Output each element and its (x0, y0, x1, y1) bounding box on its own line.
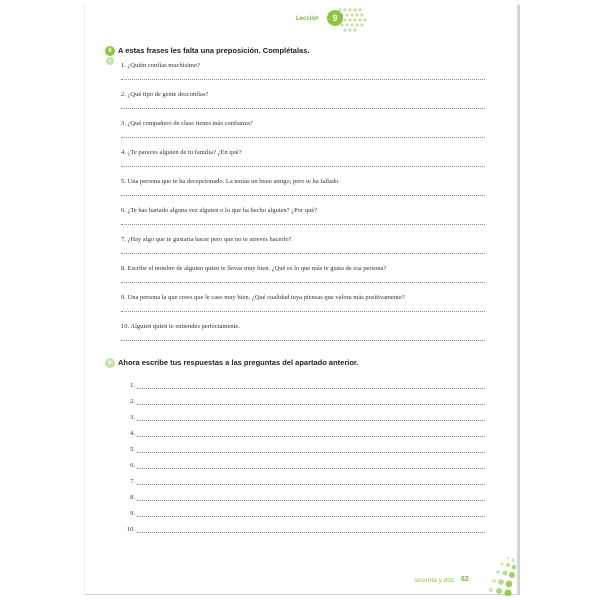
page-edge (84, 4, 85, 594)
question-item (121, 90, 487, 99)
exercise-sub-badge: a (106, 57, 114, 65)
answer-line[interactable] (137, 404, 485, 405)
question-item (121, 264, 487, 273)
question-item (121, 206, 487, 215)
answer-line[interactable] (121, 79, 485, 80)
answer-line[interactable] (137, 388, 485, 389)
answer-line[interactable] (121, 224, 485, 225)
question-text: 5. Una persona que te ha decepcionado. La tenías un buen amigo, pero te ha fallado. (121, 178, 340, 185)
question-text: 7. ¿Hay algo que te gustaría hacer pero que no te atreves hacerlo? (121, 236, 292, 243)
question-item (121, 322, 487, 331)
exercise-number-badge: 6 (105, 46, 115, 56)
question-item (121, 235, 487, 244)
exercise-title: A estas frases les falta una preposición. Complétalas. (118, 46, 310, 55)
page-header (84, 4, 517, 30)
answer-line[interactable] (137, 452, 485, 453)
answer-row[interactable] (121, 461, 487, 471)
question-text: 1. ¿Quién confías muchísimo? (121, 62, 201, 69)
answer-number: 7. (130, 478, 135, 485)
question-item (121, 177, 487, 186)
question-item (121, 119, 487, 128)
page-number: 62 (461, 576, 469, 583)
answer-row[interactable] (121, 397, 487, 407)
answer-row[interactable] (121, 381, 487, 391)
answer-number: 9. (130, 510, 135, 517)
answer-number: 3. (130, 414, 135, 421)
answer-line[interactable] (121, 282, 485, 283)
answer-row[interactable] (121, 477, 487, 487)
exercise-title: Ahora escribe tus respuestas a las preguntas del apartado anterior. (118, 358, 359, 367)
answer-line[interactable] (137, 532, 485, 533)
answer-line[interactable] (137, 484, 485, 485)
question-text: 3. ¿Qué compañero de clase tienes más confianza? (121, 120, 253, 127)
answer-line[interactable] (137, 500, 485, 501)
answer-number: 6. (130, 462, 135, 469)
answer-row[interactable] (121, 429, 487, 439)
lesson-label: Lección (296, 16, 319, 22)
decorative-dots-icon (478, 552, 518, 596)
answer-row[interactable] (121, 413, 487, 423)
question-text: 8. Escribe el nombre de alguien quien te llevas muy bien. ¿Qué es lo que más te gusta de esa persona? (121, 265, 387, 272)
answer-line[interactable] (121, 137, 485, 138)
answer-line[interactable] (121, 340, 485, 341)
answer-line[interactable] (121, 253, 485, 254)
question-text: 4. ¿Te pareces alguien de tu familia? ¿En qué? (121, 149, 242, 156)
answer-line[interactable] (121, 166, 485, 167)
lesson-number-badge: 9 (327, 10, 343, 26)
answer-number: 4. (130, 430, 135, 437)
answer-line[interactable] (121, 108, 485, 109)
answer-number: 5. (130, 446, 135, 453)
question-item (121, 148, 487, 157)
answer-line[interactable] (137, 420, 485, 421)
question-item (121, 293, 487, 302)
answer-row[interactable] (121, 509, 487, 519)
answer-line[interactable] (137, 436, 485, 437)
answer-line[interactable] (137, 468, 485, 469)
answer-number: 8. (130, 494, 135, 501)
answer-line[interactable] (137, 516, 485, 517)
question-text: 6. ¿Te has hartado alguna vez alguien o lo que ha hecho alguien? ¿Por qué? (121, 207, 318, 214)
answer-number: 2. (130, 398, 135, 405)
answer-row[interactable] (121, 525, 487, 535)
answer-row[interactable] (121, 493, 487, 503)
page-number-words: sesenta y dos (414, 577, 455, 584)
answer-number: 1. (130, 382, 135, 389)
answer-line[interactable] (121, 195, 485, 196)
question-text: 9. Una persona la que crees que le caes muy bien. ¿Qué cualidad tuya piensas que valora más positivamente? (121, 294, 405, 301)
question-text: 10. Alguien quien te entiendes perfectamente. (121, 323, 240, 330)
exercise-number-badge: b (105, 358, 115, 368)
answer-row[interactable] (121, 445, 487, 455)
answer-line[interactable] (121, 311, 485, 312)
answer-number: 10. (126, 526, 135, 533)
question-item (121, 61, 487, 70)
question-text: 2. ¿Qué tipo de gente desconfías? (121, 91, 209, 98)
workbook-page (84, 4, 519, 594)
